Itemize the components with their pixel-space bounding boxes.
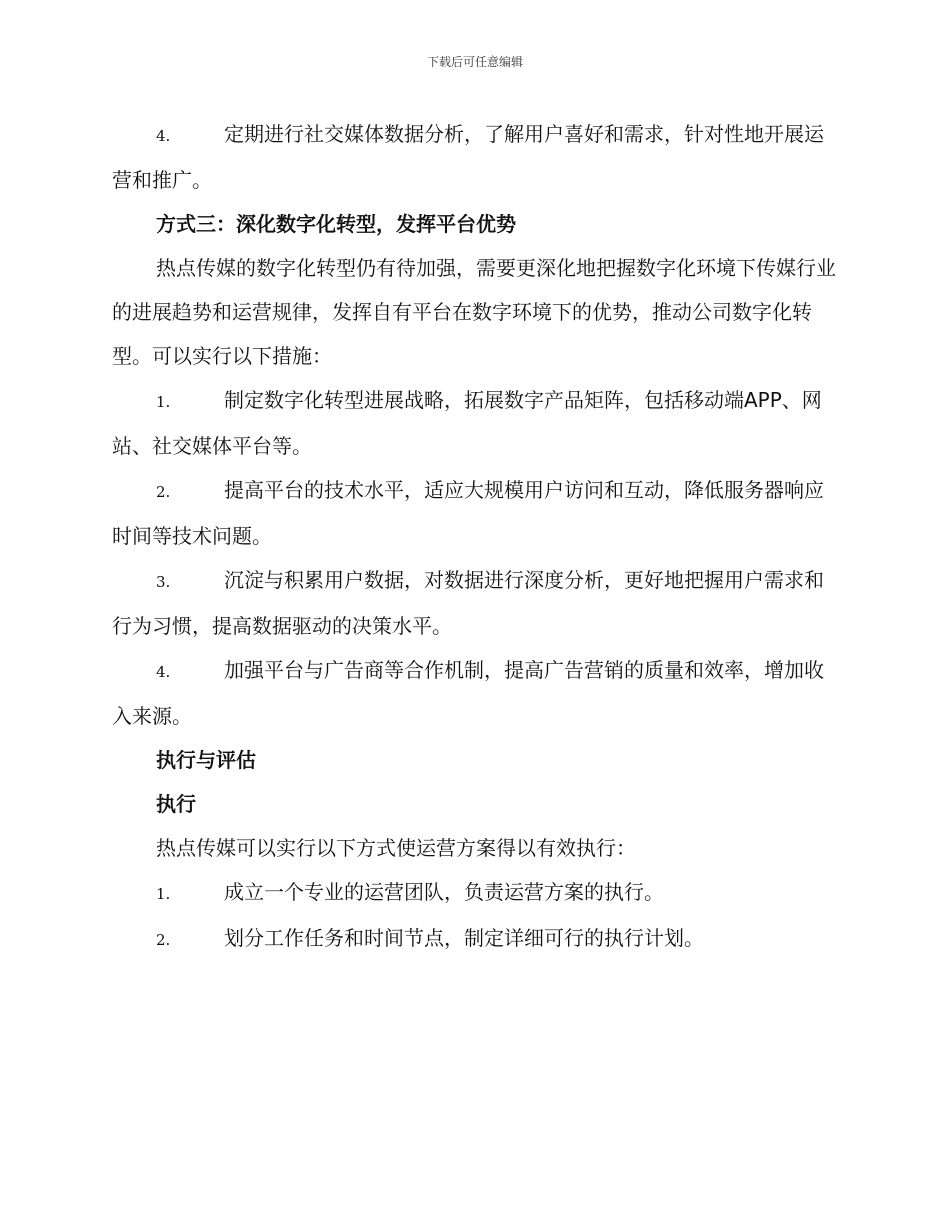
paragraph: 热点传媒的数字化转型仍有待加强，需要更深化地把握数字化环境下传媒行业的进展趋势和运营规律，发挥自有平台在数字环境下的优势，推动公司数字化转型。可以实行以下措施：: [112, 256, 836, 368]
list-text: 提高平台的技术水平，适应大规模用户访问和互动，降低服务器响应时间等技术问题。: [112, 478, 824, 548]
paragraph: 热点传媒可以实行以下方式使运营方案得以有效执行：: [156, 836, 636, 860]
list-number: 2.: [156, 483, 171, 501]
list-text: 定期进行社交媒体数据分析，了解用户喜好和需求，针对性地开展运营和推广。: [112, 122, 824, 192]
list-text: 成立一个专业的运营团队，负责运营方案的执行。: [224, 880, 664, 904]
list-item: [112, 916, 836, 962]
section-heading: 执行与评估: [156, 748, 256, 772]
list-text: 划分工作任务和时间节点，制定详细可行的执行计划。: [224, 926, 704, 950]
list-number: 4.: [156, 663, 171, 681]
list-item: [112, 378, 836, 468]
list-item: [112, 870, 836, 916]
list-number: 1.: [156, 393, 171, 411]
subsection-heading: 执行: [156, 792, 196, 816]
list-number: 4.: [156, 127, 171, 145]
section-heading: 方式三：深化数字化转型，发挥平台优势: [156, 212, 516, 236]
list-number: 1.: [156, 885, 171, 903]
list-item: [112, 648, 836, 738]
list-text: 加强平台与广告商等合作机制，提高广告营销的质量和效率，增加收入来源。: [112, 658, 824, 728]
list-number: 3.: [156, 573, 171, 591]
document-body: [112, 112, 836, 962]
list-number: 2.: [156, 931, 171, 949]
page-header: 下载后可任意编辑: [426, 55, 523, 69]
list-item: [112, 112, 836, 202]
list-item: [112, 468, 836, 558]
list-item: [112, 558, 836, 648]
list-text: 沉淀与积累用户数据，对数据进行深度分析，更好地把握用户需求和行为习惯，提高数据驱动的决策水平。: [112, 568, 824, 638]
list-text: 制定数字化转型进展战略，拓展数字产品矩阵，包括移动端APP、网站、社交媒体平台等。: [112, 388, 822, 458]
